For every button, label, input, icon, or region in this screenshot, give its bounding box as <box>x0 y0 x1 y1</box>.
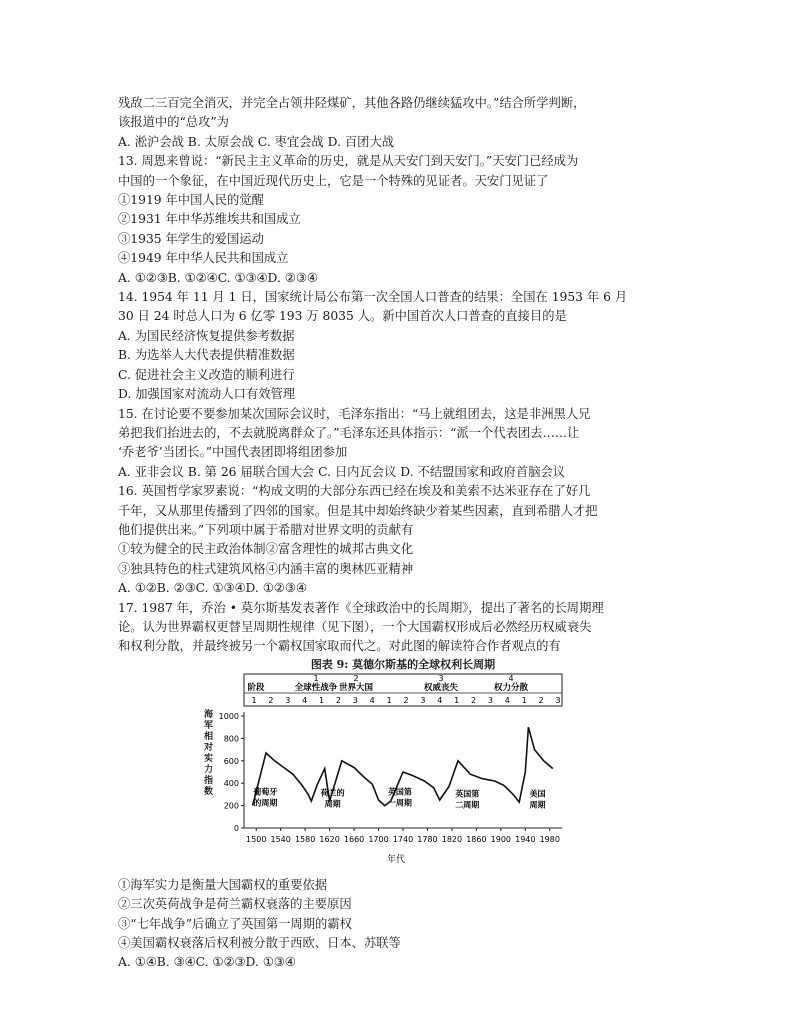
phase-number: 3 <box>555 695 561 705</box>
header-cycle-number: 2 <box>353 673 359 683</box>
cycle-label: 葡萄牙的周期 <box>253 787 278 808</box>
x-tick-label: 1660 <box>343 834 365 844</box>
y-tick-label: 200 <box>223 801 239 811</box>
x-tick-label: 1500 <box>246 834 267 844</box>
q17-item-2: ②三次英荷战争是荷兰霸权衰落的主要原因 <box>118 897 352 912</box>
chart-svg <box>206 672 566 870</box>
q13-item-2: ②1931 年中华苏维埃共和国成立 <box>118 212 301 227</box>
q13-options: A. ①②③B. ①②④C. ①③④D. ②③④ <box>118 270 318 285</box>
phase-number: 1 <box>251 695 257 705</box>
phase-number: 1 <box>521 695 527 705</box>
q12-stem-line1: 残敌二三百完全消灭，并完全占领井陉煤矿，其他各路仍继续猛攻中。”结合所学判断， <box>118 96 586 110</box>
x-tick-label: 1580 <box>294 834 316 844</box>
header-cycle-number: 3 <box>438 673 444 683</box>
phase-number: 4 <box>369 695 375 705</box>
x-tick-label: 1940 <box>515 834 536 844</box>
q17-stem-line1: 17. 1987 年，乔治 • 莫尔斯基发表著作《全球政治中的长周期》，提出了著名的长周期理 <box>118 600 604 615</box>
q14-stem-line2: 30 日 24 时总人口为 6 亿零 193 万 8035 人。新中国首次人口普查的直接目的是 <box>118 309 567 324</box>
phase-number: 2 <box>538 695 544 705</box>
phase-number: 1 <box>454 695 460 705</box>
cycle-label: 荷兰的周期 <box>320 788 345 809</box>
x-tick-label: 1900 <box>490 834 512 844</box>
q13-item-3: ③1935 年学生的爱国运动 <box>118 231 264 246</box>
phase-number: 2 <box>403 695 409 705</box>
phase-number: 3 <box>420 695 426 705</box>
q14-option-a: A. 为国民经济恢复提供参考数据 <box>118 328 295 343</box>
q17-stem-line3: 和权利分散，并最终被另一个霸权国家取而代之。对此图的解读符合作者观点的有 <box>118 639 561 654</box>
y-axis-label: 海军相对实力指数 <box>204 709 214 797</box>
y-tick-label: 0 <box>233 823 239 833</box>
x-tick-label: 1700 <box>368 834 389 844</box>
q17-stem-line2: 论。认为世界霸权更替呈周期性规律（见下图），一个大国霸权形成后必然经历权威衰失 <box>118 619 592 634</box>
phase-number: 3 <box>487 695 493 705</box>
q14-stem-line1: 14. 1954 年 11 月 1 日，国家统计局公布第一次全国人口普查的结果：全国在 1953 年 6 月 <box>118 290 628 305</box>
x-tick-label: 1980 <box>539 834 560 844</box>
phase-number: 1 <box>319 695 325 705</box>
q17-item-4: ④美国霸权衰落后权利被分散于西欧、日本、苏联等 <box>118 936 401 950</box>
q16-items-line1: ①较为健全的民主政治体制②富含理性的城邦古典文化 <box>118 542 414 557</box>
q15-stem-line1: 15. 在讨论要不要参加某次国际会议时，毛泽东指出：“马上就组团去，这是非洲黑人兄 <box>118 406 591 421</box>
phase-number: 4 <box>437 695 443 705</box>
q15-stem-line3: ‘乔老爷’当团长。”中国代表团即将组团参加 <box>118 445 348 460</box>
cycle-label: 英国第二周期 <box>455 789 480 810</box>
y-tick-label: 800 <box>223 734 239 744</box>
q17-options: A. ①④B. ③④C. ①②③D. ①③④ <box>118 955 296 970</box>
header-phase-label: 权威丧失 <box>423 682 459 693</box>
q16-stem-line3: 他们提供出来。”下列项中属于希腊对世界文明的贡献有 <box>118 522 414 537</box>
q13-item-1: ①1919 年中国人民的觉醒 <box>118 193 264 208</box>
x-tick-label: 1780 <box>417 834 438 844</box>
x-tick-label: 1820 <box>441 834 463 844</box>
phase-number: 2 <box>471 695 477 705</box>
q12-options: A. 淞沪会战 B. 太原会战 C. 枣宜会战 D. 百团大战 <box>118 134 395 149</box>
long-cycle-chart <box>206 672 566 870</box>
cycle-label: 英国第一周期 <box>387 787 412 808</box>
header-phase-label: 权力分散 <box>493 682 529 693</box>
exam-page <box>118 94 688 973</box>
x-tick-label: 1860 <box>466 834 487 844</box>
q13-stem-line2: 中国的一个象征，在中国近现代历史上，它是一个特殊的见证者。天安门见证了 <box>118 173 549 188</box>
x-tick-label: 1540 <box>270 834 291 844</box>
header-phase-label: 全球性战争 <box>294 682 338 693</box>
q17-item-1: ①海军实力是衡量大国霸权的重要依据 <box>118 877 328 892</box>
x-tick-label: 1740 <box>392 834 414 844</box>
header-phase-label: 世界大国 <box>338 682 374 693</box>
q16-items-line2: ③独具特色的柱式建筑风格④内涵丰富的奥林匹亚精神 <box>118 561 414 576</box>
q13-item-4: ④1949 年中华人民共和国成立 <box>118 251 289 266</box>
q14-option-c: C. 促进社会主义改造的顺利进行 <box>118 367 295 382</box>
y-tick-label: 1000 <box>218 711 239 721</box>
q15-stem-line2: 弟把我们抬进去的，不去就脱离群众了。”毛泽东还具体指示：“派一个代表团去……让 <box>118 425 580 440</box>
q13-stem-line1: 13. 周恩来曾说：“新民主主义革命的历史，就是从天安门到天安门。”天安门已经成为 <box>118 154 579 169</box>
q15-options: A. 亚非会议 B. 第 26 届联合国大会 C. 日内瓦会议 D. 不结盟国家和政府首脑会议 <box>118 464 566 479</box>
q16-stem-line1: 16. 英国哲学家罗素说：“构成文明的大部分东西已经在埃及和美索不达米亚存在了好几 <box>118 484 591 499</box>
phase-number: 2 <box>335 695 341 705</box>
x-axis-label: 年代 <box>386 854 406 865</box>
x-tick-label: 1620 <box>319 834 340 844</box>
phase-number: 3 <box>352 695 358 705</box>
header-cycle-number: 4 <box>508 673 514 683</box>
header-cycle-number: 1 <box>313 673 319 683</box>
q14-option-b: B. 为选举人大代表提供精准数据 <box>118 348 295 363</box>
phase-number: 1 <box>386 695 392 705</box>
q17-item-3: ③“七年战争”后确立了英国第一周期的霸权 <box>118 916 352 931</box>
phase-number: 4 <box>504 695 510 705</box>
y-tick-label: 600 <box>223 756 239 766</box>
chart-title: 图表 9: 莫德尔斯基的全球权利长周期 <box>310 657 496 671</box>
q16-stem-line2: 千年，又从那里传播到了四邻的国家。但是其中却始终缺少着某些因素，直到希腊人才把 <box>118 503 598 518</box>
phase-number: 4 <box>302 695 308 705</box>
phase-number: 2 <box>268 695 274 705</box>
q16-options: A. ①②B. ②③C. ①③④D. ①②③④ <box>118 581 307 596</box>
cycle-label: 美国周期 <box>529 789 546 810</box>
phase-number: 3 <box>285 695 291 705</box>
q14-option-d: D. 加强国家对流动人口有效管理 <box>118 387 296 402</box>
y-tick-label: 400 <box>223 778 239 788</box>
header-phase-label: 阶段 <box>247 682 265 693</box>
q12-stem-line2: 该报道中的“总攻”为 <box>118 115 229 130</box>
